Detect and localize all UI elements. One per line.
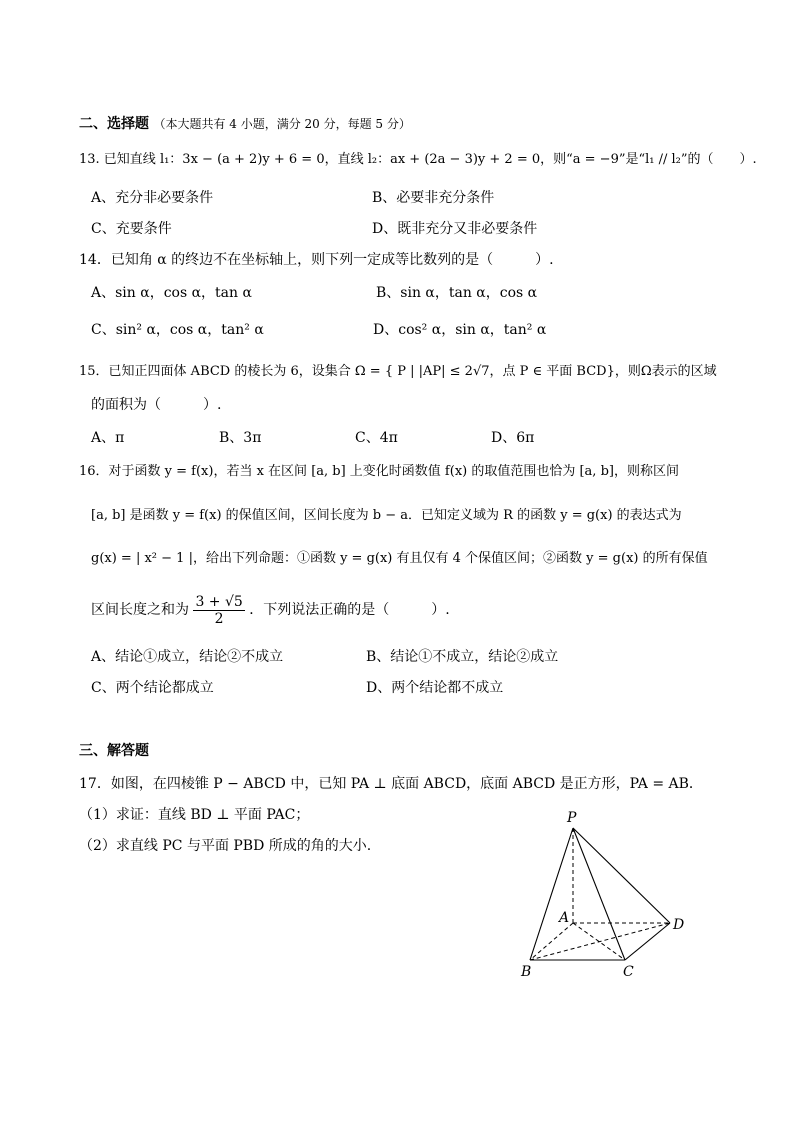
q15-option-b: B、3π [219, 430, 262, 446]
pyramid-figure [515, 808, 705, 988]
label-b: B [521, 964, 532, 980]
q14-stem: 14．已知角 α 的终边不在坐标轴上，则下列一定成等比数列的是（ ）. [79, 252, 554, 268]
section2-title: 二、选择题 [79, 116, 149, 132]
q17-part1: （1）求证：直线 BD ⊥ 平面 PAC； [79, 807, 310, 823]
edge-pb [530, 828, 573, 960]
q17-part2: （2）求直线 PC 与平面 PBD 所成的角的大小. [79, 838, 372, 854]
q16-fraction-numerator: 3 + √5 [195, 593, 243, 610]
q16-stem-line4 [91, 592, 450, 628]
q16-option-d: D、两个结论都不成立 [366, 680, 504, 696]
q16-stem-line1: 16．对于函数 y = f(x)，若当 x 在区间 [a, b] 上变化时函数值 f(x) 的取值范围也恰为 [a, b]，则称区间 [79, 464, 679, 479]
q13-option-b: B、必要非充分条件 [372, 190, 495, 206]
q13-option-a: A、充分非必要条件 [91, 190, 214, 206]
q14-option-b: B、sin α，tan α，cos α [376, 285, 538, 301]
q16-fraction [193, 594, 244, 627]
label-a: A [559, 910, 570, 926]
section3-title: 三、解答题 [79, 743, 149, 759]
edge-pd [573, 828, 670, 923]
q16-stem-line4-pre: 区间长度之和为 [91, 602, 189, 618]
q14-option-c: C、sin² α，cos α，tan² α [91, 322, 264, 338]
q15-stem-line1: 15．已知正四面体 ABCD 的棱长为 6，设集合 Ω = { P | |AP| ≤ 2√7，点 P ∈ 平面 BCD}，则Ω表示的区域 [79, 364, 717, 379]
q13-option-d: D、既非充分又非必要条件 [372, 221, 538, 237]
section2-heading [79, 115, 411, 133]
section2-note: （本大题共有 4 小题，满分 20 分，每题 5 分） [153, 117, 411, 131]
q13-option-c: C、充要条件 [91, 221, 172, 237]
q15-stem-line2: 的面积为（ ）. [91, 397, 222, 413]
q16-option-c: C、两个结论都成立 [91, 680, 214, 696]
q17-stem: 17．如图，在四棱锥 P − ABCD 中，已知 PA ⊥ 底面 ABCD，底面 ABCD 是正方形，PA = AB． [79, 776, 703, 792]
q13-stem: 13. 已知直线 l₁：3x − (a + 2)y + 6 = 0，直线 l₂：ax + (2a − 3)y + 2 = 0，则“a = −9”是“l₁ // l₂”的（ ）. [79, 152, 757, 167]
q15-option-d: D、6π [491, 430, 535, 446]
q16-fraction-denominator: 2 [214, 610, 224, 627]
q16-stem-line4-post: ．下列说法正确的是（ ）. [249, 602, 450, 618]
q16-stem-line2: [a, b] 是函数 y = f(x) 的保值区间，区间长度为 b − a．已知定义域为 R 的函数 y = g(x) 的表达式为 [91, 508, 682, 523]
q16-stem-line3: g(x) = | x² − 1 |，给出下列命题：①函数 y = g(x) 有且仅有 4 个保值区间；②函数 y = g(x) 的所有保值 [91, 551, 708, 566]
label-p: P [567, 810, 577, 826]
edge-pc [573, 828, 625, 960]
q14-option-d: D、cos² α，sin α，tan² α [373, 322, 547, 338]
q16-option-b: B、结论①不成立，结论②成立 [366, 649, 559, 665]
q15-option-c: C、4π [355, 430, 398, 446]
label-c: C [623, 964, 634, 980]
q16-option-a: A、结论①成立，结论②不成立 [91, 649, 284, 665]
label-d: D [673, 917, 685, 933]
q15-option-a: A、π [91, 430, 125, 446]
q14-option-a: A、sin α，cos α，tan α [91, 285, 252, 301]
